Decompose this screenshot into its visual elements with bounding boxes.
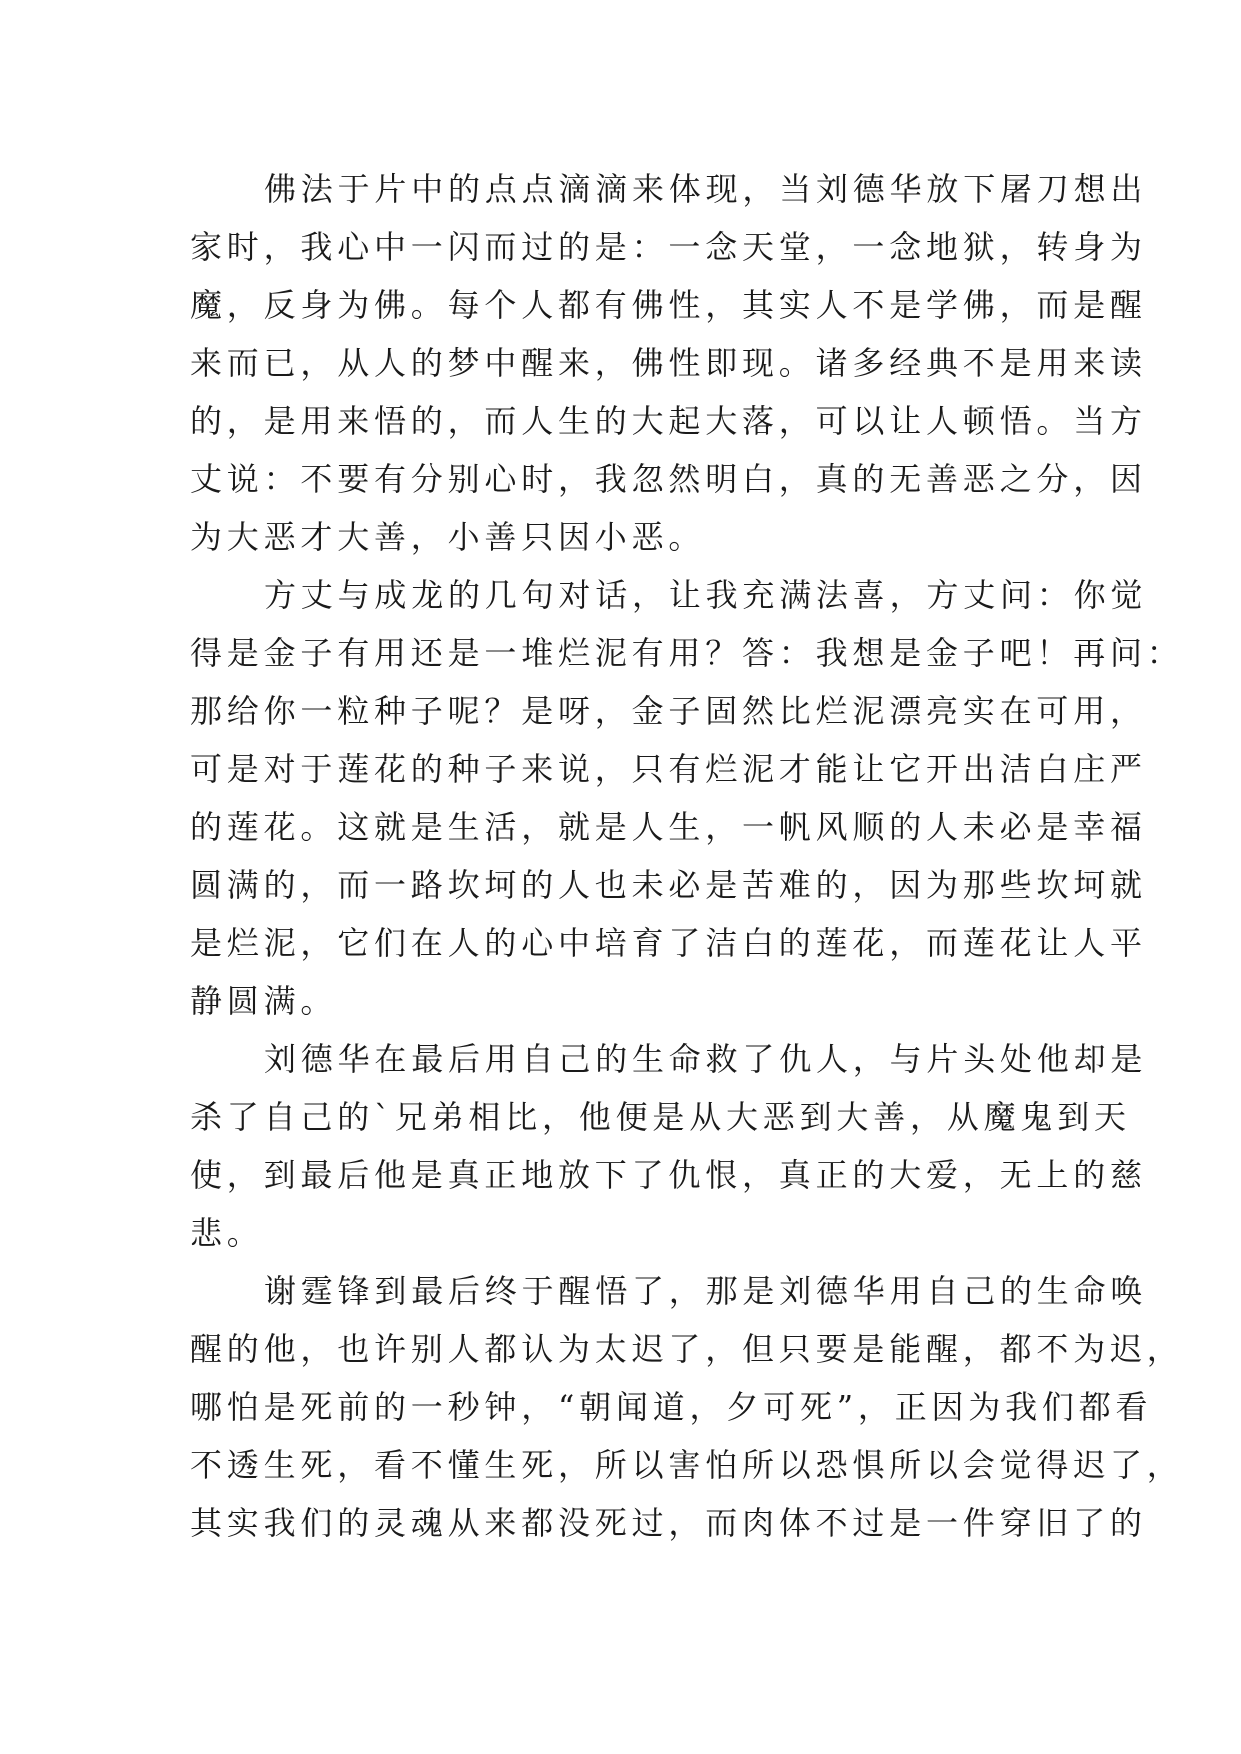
- paragraph-1: [190, 160, 1148, 566]
- paragraph-line: 丈说：不要有分别心时，我忽然明白，真的无善恶之分，因: [190, 460, 1147, 498]
- paragraph-line: 谢霆锋到最后终于醒悟了，那是刘德华用自己的生命唤: [264, 1272, 1148, 1310]
- paragraph-line: 可是对于莲花的种子来说，只有烂泥才能让它开出洁白庄严: [190, 750, 1147, 788]
- paragraph-line: 静圆满。: [190, 982, 338, 1020]
- paragraph-2: [190, 566, 1184, 1030]
- paragraph-4: [190, 1262, 1184, 1552]
- paragraph-line: 佛法于片中的点点滴滴来体现，当刘德华放下屠刀想出: [264, 170, 1148, 208]
- paragraph-line: 圆满的，而一路坎坷的人也未必是苦难的，因为那些坎坷就: [190, 866, 1147, 904]
- paragraph-line: 其实我们的灵魂从来都没死过，而肉体不过是一件穿旧了的: [190, 1504, 1147, 1542]
- paragraph-line: 不透生死，看不懂生死，所以害怕所以恐惧所以会觉得迟了，: [190, 1446, 1184, 1484]
- paragraph-line: 来而已，从人的梦中醒来，佛性即现。诸多经典不是用来读: [190, 344, 1147, 382]
- paragraph-line: 的莲花。这就是生活，就是人生，一帆风顺的人未必是幸福: [190, 808, 1147, 846]
- paragraph-line: 哪怕是死前的一秒钟，“朝闻道，夕可死”，正因为我们都看: [190, 1388, 1153, 1426]
- paragraph-line: 为大恶才大善，小善只因小恶。: [190, 518, 706, 556]
- paragraph-line: 悲。: [190, 1214, 264, 1252]
- paragraph-line: 家时，我心中一闪而过的是：一念天堂，一念地狱，转身为: [190, 228, 1147, 266]
- paragraph-line: 那给你一粒种子呢？是呀，金子固然比烂泥漂亮实在可用，: [190, 692, 1147, 730]
- paragraph-line: 醒的他，也许别人都认为太迟了，但只要是能醒，都不为迟，: [190, 1330, 1184, 1368]
- paragraph-line: 杀了自己的`兄弟相比，他便是从大恶到大善，从魔鬼到天: [190, 1098, 1131, 1136]
- document-body: [190, 160, 1184, 1552]
- paragraph-line: 得是金子有用还是一堆烂泥有用？答：我想是金子吧！再问：: [190, 634, 1184, 672]
- paragraph-line: 刘德华在最后用自己的生命救了仇人，与片头处他却是: [264, 1040, 1148, 1078]
- paragraph-line: 魔，反身为佛。每个人都有佛性，其实人不是学佛，而是醒: [190, 286, 1147, 324]
- paragraph-3: [190, 1030, 1148, 1262]
- paragraph-line: 是烂泥，它们在人的心中培育了洁白的莲花，而莲花让人平: [190, 924, 1147, 962]
- paragraph-line: 方丈与成龙的几句对话，让我充满法喜，方丈问：你觉: [264, 576, 1148, 614]
- paragraph-line: 的，是用来悟的，而人生的大起大落，可以让人顿悟。当方: [190, 402, 1147, 440]
- paragraph-line: 使，到最后他是真正地放下了仇恨，真正的大爱，无上的慈: [190, 1156, 1147, 1194]
